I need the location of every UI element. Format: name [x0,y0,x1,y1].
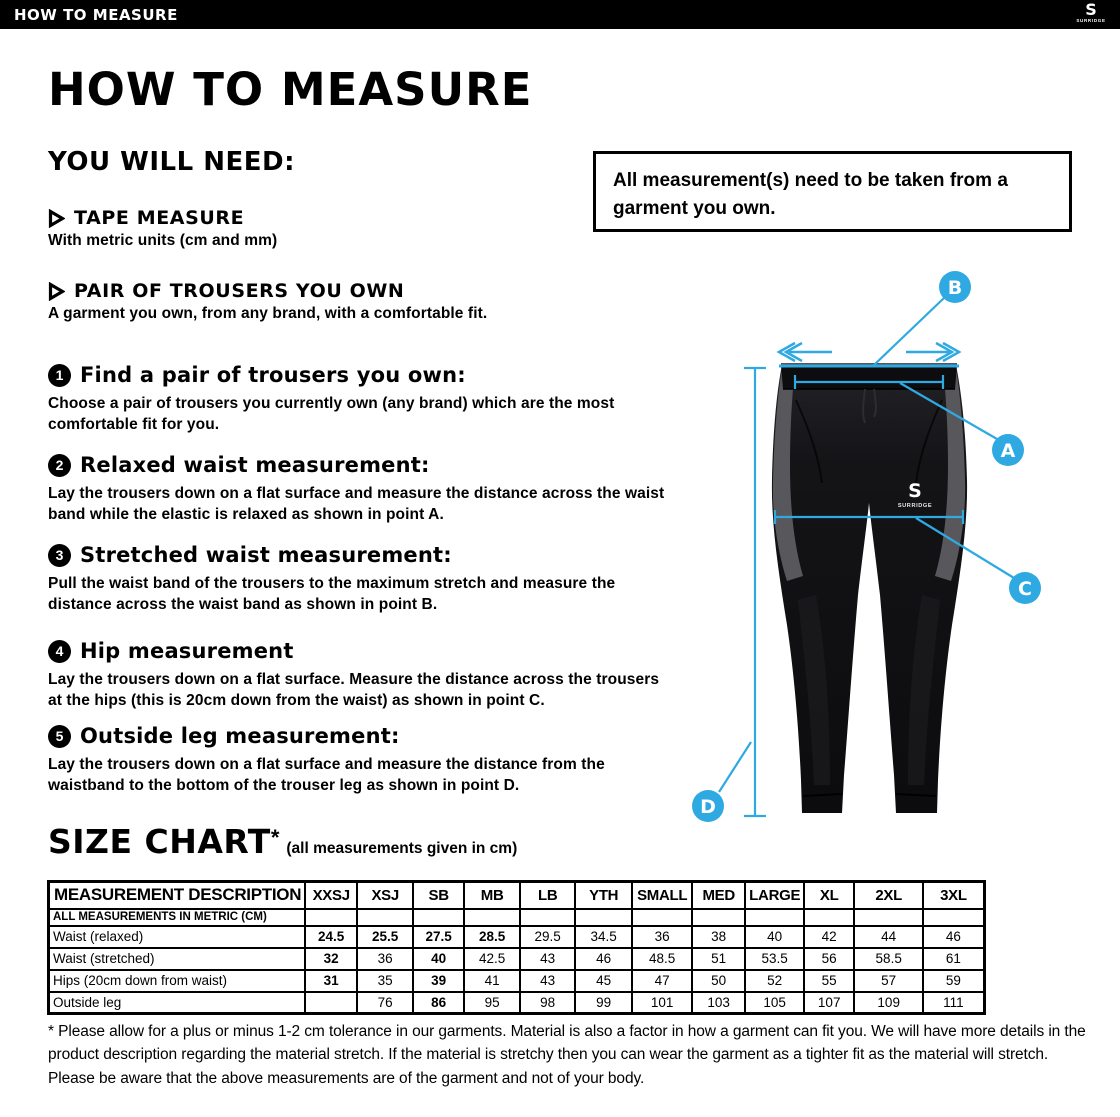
step-item [48,363,670,436]
size-value-cell [305,992,357,1014]
size-value-cell: 76 [357,992,413,1014]
size-value-cell: 35 [357,970,413,992]
step-item [48,543,670,616]
size-column-header: 3XL [923,882,984,909]
svg-text:D: D [700,796,716,818]
svg-text:B: B [947,277,963,299]
size-value-cell: 95 [464,992,520,1014]
svg-text:SURRIDGE: SURRIDGE [897,503,933,509]
empty-cell [632,909,692,926]
size-value-cell: 59 [923,970,984,992]
empty-cell [520,909,575,926]
size-value-cell: 109 [854,992,923,1014]
size-value-cell: 58.5 [854,948,923,970]
size-value-cell: 48.5 [632,948,692,970]
you-will-need-item [48,207,648,250]
size-column-header: SMALL [632,882,692,909]
surridge-logo-wordmark: SURRIDGE [1076,18,1106,23]
top-bar-title: HOW TO MEASURE [14,5,178,24]
step-description: Pull the waist band of the trousers to the maximum stretch and measure the distance across the waist band as shown in point B. [48,575,616,614]
size-value-cell: 53.5 [745,948,804,970]
top-bar [0,0,1120,29]
row-label: Waist (relaxed) [49,926,306,948]
size-column-header: XSJ [357,882,413,909]
svg-text:A: A [1000,440,1016,462]
surridge-logo-icon [1068,1,1114,23]
step-number-badge: 4 [48,640,71,663]
size-column-header: SB [413,882,464,909]
empty-cell [923,909,984,926]
size-value-cell: 25.5 [357,926,413,948]
size-value-cell: 50 [692,970,745,992]
empty-cell [413,909,464,926]
size-column-header: 2XL [854,882,923,909]
size-value-cell: 47 [632,970,692,992]
empty-cell [745,909,804,926]
svg-text:C: C [1018,578,1032,600]
empty-cell [854,909,923,926]
size-value-cell: 42.5 [464,948,520,970]
step-number-badge: 2 [48,454,71,477]
surridge-logo-initial: S [1085,0,1097,19]
size-value-cell: 46 [575,948,632,970]
size-value-cell: 111 [923,992,984,1014]
size-chart-table [47,880,986,1015]
step-description: Choose a pair of trousers you currently own (any brand) which are the most comfortable fit for you. [48,395,615,434]
size-column-header: XXSJ [305,882,357,909]
empty-cell [357,909,413,926]
size-value-cell: 39 [413,970,464,992]
size-value-cell: 32 [305,948,357,970]
step-title: Hip measurement [80,639,294,663]
size-value-cell: 40 [413,948,464,970]
svg-text:S: S [908,480,922,502]
size-value-cell: 52 [745,970,804,992]
size-value-cell: 99 [575,992,632,1014]
empty-cell [305,909,357,926]
triangle-bullet-icon [48,282,65,301]
row-label: Waist (stretched) [49,948,306,970]
footnote: * Please allow for a plus or minus 1-2 cm tolerance in our garments. Material is also a factor in how a garment can fit you. We will have more details in the product description regarding the material stretch. If the material is stretchy then you can wear the garment as a tighter fit as the material will stretch. Please be aware that the above measurements are of the garment and not of your body. [48,1023,1086,1087]
row-label: Outside leg [49,992,306,1014]
size-column-header: LB [520,882,575,909]
size-value-cell: 27.5 [413,926,464,948]
empty-cell [804,909,854,926]
table-row [49,926,985,948]
size-value-cell: 105 [745,992,804,1014]
metric-note-row [49,909,985,926]
step-title: Relaxed waist measurement: [80,453,430,477]
size-chart-asterisk: * [270,825,280,850]
size-value-cell: 43 [520,970,575,992]
table-row [49,948,985,970]
size-value-cell: 29.5 [520,926,575,948]
size-value-cell: 31 [305,970,357,992]
size-column-header: YTH [575,882,632,909]
size-chart-subtitle: (all measurements given in cm) [286,840,518,857]
size-value-cell: 42 [804,926,854,948]
step-item [48,639,670,712]
size-chart-heading [48,822,517,861]
you-will-need-item [48,280,648,323]
need-item-desc: With metric units (cm and mm) [48,232,278,249]
step-item [48,453,670,526]
size-value-cell: 41 [464,970,520,992]
size-value-cell: 86 [413,992,464,1014]
trousers-image [772,364,967,813]
size-value-cell: 55 [804,970,854,992]
leader-line-b [874,298,944,365]
size-value-cell: 38 [692,926,745,948]
table-row [49,992,985,1014]
size-value-cell: 34.5 [575,926,632,948]
step-title: Stretched waist measurement: [80,543,452,567]
stretch-arrows-icon [779,343,959,361]
step-number-badge: 5 [48,725,71,748]
size-column-header: XL [804,882,854,909]
trousers-measurement-diagram [690,265,1110,855]
row-label: Hips (20cm down from waist) [49,970,306,992]
step-description: Lay the trousers down on a flat surface and measure the distance from the waistband to the bottom of the trouser leg as shown in point D. [48,756,605,795]
triangle-bullet-icon [48,209,65,228]
size-value-cell: 46 [923,926,984,948]
size-value-cell: 36 [357,948,413,970]
size-value-cell: 28.5 [464,926,520,948]
empty-cell [464,909,520,926]
table-row [49,970,985,992]
measure-point-badges [692,271,1041,822]
step-number-badge: 1 [48,364,71,387]
step-description: Lay the trousers down on a flat surface. Measure the distance across the trousers at the hips (this is 20cm down from the waist) as shown in point C. [48,671,660,710]
size-value-cell: 56 [804,948,854,970]
size-value-cell: 61 [923,948,984,970]
empty-cell [575,909,632,926]
size-value-cell: 51 [692,948,745,970]
size-value-cell: 24.5 [305,926,357,948]
step-description: Lay the trousers down on a flat surface and measure the distance across the waist band while the elastic is relaxed as shown in point A. [48,485,665,524]
page-title: HOW TO MEASURE [48,63,533,116]
size-column-header: LARGE [745,882,804,909]
size-column-header: MEASUREMENT DESCRIPTION [49,882,306,909]
step-item [48,724,670,797]
you-will-need-heading: YOU WILL NEED: [48,147,295,177]
size-value-cell: 40 [745,926,804,948]
size-value-cell: 57 [854,970,923,992]
leader-line-d [719,742,751,792]
size-value-cell: 36 [632,926,692,948]
size-chart-title: SIZE CHART [48,822,271,861]
note-box: All measurement(s) need to be taken from a garment you own. [593,151,1072,232]
size-chart-header-row [49,882,985,909]
size-value-cell: 101 [632,992,692,1014]
size-column-header: MB [464,882,520,909]
size-value-cell: 43 [520,948,575,970]
step-title: Outside leg measurement: [80,724,400,748]
empty-cell [692,909,745,926]
metric-note-cell: ALL MEASUREMENTS IN METRIC (CM) [49,909,306,926]
size-value-cell: 98 [520,992,575,1014]
size-value-cell: 103 [692,992,745,1014]
need-item-desc: A garment you own, from any brand, with a comfortable fit. [48,305,488,322]
need-item-title: TAPE MEASURE [74,207,245,229]
size-value-cell: 44 [854,926,923,948]
size-value-cell: 107 [804,992,854,1014]
size-column-header: MED [692,882,745,909]
step-title: Find a pair of trousers you own: [80,363,466,387]
step-number-badge: 3 [48,544,71,567]
need-item-title: PAIR OF TROUSERS YOU OWN [74,280,405,302]
size-value-cell: 45 [575,970,632,992]
